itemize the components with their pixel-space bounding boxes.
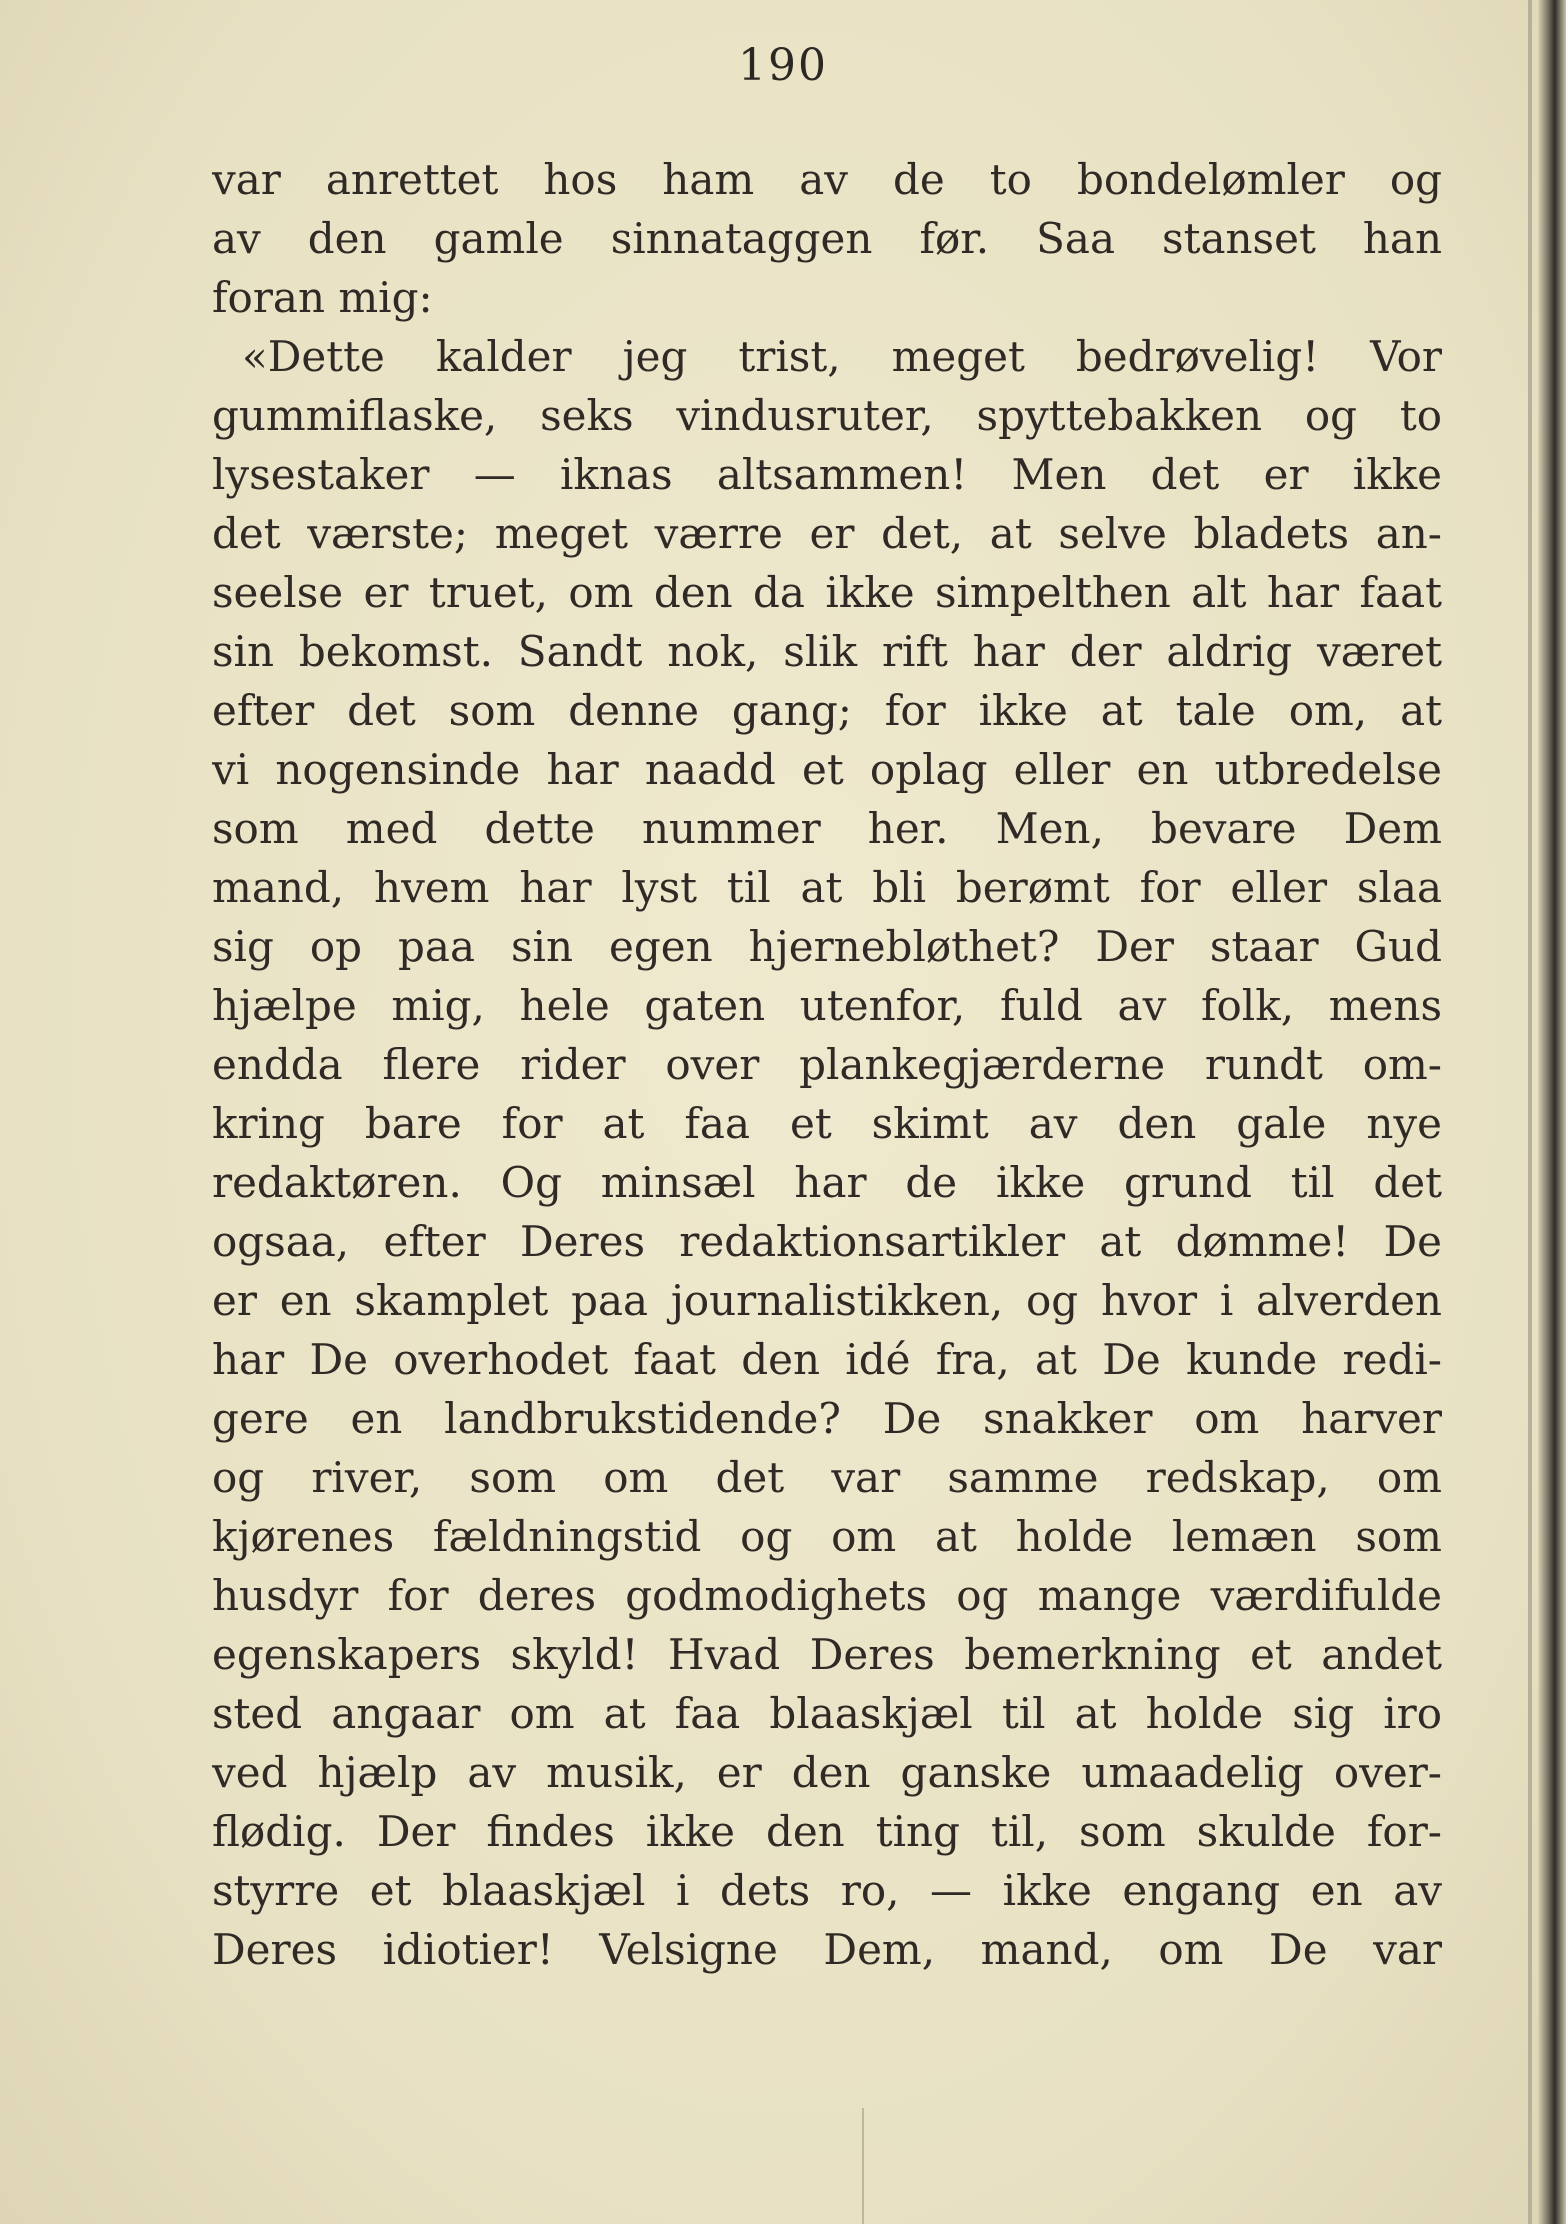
- text-line: sig op paa sin egen hjernebløthet? Der staar Gud: [212, 922, 1442, 971]
- text-line: som med dette nummer her. Men, bevare Dem: [212, 804, 1442, 853]
- text-line: flødig. Der findes ikke den ting til, som skulde for-: [212, 1807, 1442, 1856]
- text-line: sin bekomst. Sandt nok, slik rift har der aldrig været: [212, 627, 1442, 676]
- text-line: sted angaar om at faa blaaskjæl til at holde sig iro: [212, 1689, 1442, 1738]
- text-line: Deres idiotier! Velsigne Dem, mand, om De var: [212, 1925, 1442, 1974]
- page-edge-line: [1528, 0, 1532, 2224]
- book-spine-edge: [1538, 0, 1566, 2224]
- text-line: har De overhodet faat den idé fra, at De kunde redi-: [212, 1335, 1442, 1384]
- text-line: kring bare for at faa et skimt av den gale nye: [212, 1099, 1442, 1148]
- text-line: efter det som denne gang; for ikke at tale om, at: [212, 686, 1442, 735]
- text-line: hjælpe mig, hele gaten utenfor, fuld av folk, mens: [212, 981, 1442, 1030]
- text-line: seelse er truet, om den da ikke simpelthen alt har faat: [212, 568, 1442, 617]
- text-line: av den gamle sinnataggen før. Saa stanset han: [212, 214, 1442, 263]
- text-line: redaktøren. Og minsæl har de ikke grund til det: [212, 1158, 1442, 1207]
- scan-artifact-line: [862, 2108, 864, 2224]
- body-text: [212, 150, 1442, 1979]
- text-line: mand, hvem har lyst til at bli berømt for eller slaa: [212, 863, 1442, 912]
- text-line: styrre et blaaskjæl i dets ro, — ikke engang en av: [212, 1866, 1442, 1915]
- text-line: foran mig:: [212, 273, 433, 322]
- text-line: kjørenes fældningstid og om at holde lemæn som: [212, 1512, 1442, 1561]
- text-line: gummiflaske, seks vindusruter, spyttebakken og to: [212, 391, 1442, 440]
- text-line: vi nogensinde har naadd et oplag eller en utbredelse: [212, 745, 1442, 794]
- text-line: endda flere rider over plankegjærderne rundt om-: [212, 1040, 1442, 1089]
- text-line: «Dette kalder jeg trist, meget bedrøvelig! Vor: [242, 332, 1442, 381]
- text-line: ogsaa, efter Deres redaktionsartikler at dømme! De: [212, 1217, 1442, 1266]
- text-line: egenskapers skyld! Hvad Deres bemerkning et andet: [212, 1630, 1442, 1679]
- text-line: ved hjælp av musik, er den ganske umaadelig over-: [212, 1748, 1442, 1797]
- page-number: 190: [738, 40, 828, 91]
- text-line: var anrettet hos ham av de to bondelømler og: [212, 155, 1442, 204]
- text-line: er en skamplet paa journalistikken, og hvor i alverden: [212, 1276, 1442, 1325]
- text-line: husdyr for deres godmodighets og mange værdifulde: [212, 1571, 1442, 1620]
- text-line: lysestaker — iknas altsammen! Men det er ikke: [212, 450, 1442, 499]
- text-line: og river, som om det var samme redskap, om: [212, 1453, 1442, 1502]
- text-line: gere en landbrukstidende? De snakker om harver: [212, 1394, 1442, 1443]
- text-line: det værste; meget værre er det, at selve bladets an-: [212, 509, 1442, 558]
